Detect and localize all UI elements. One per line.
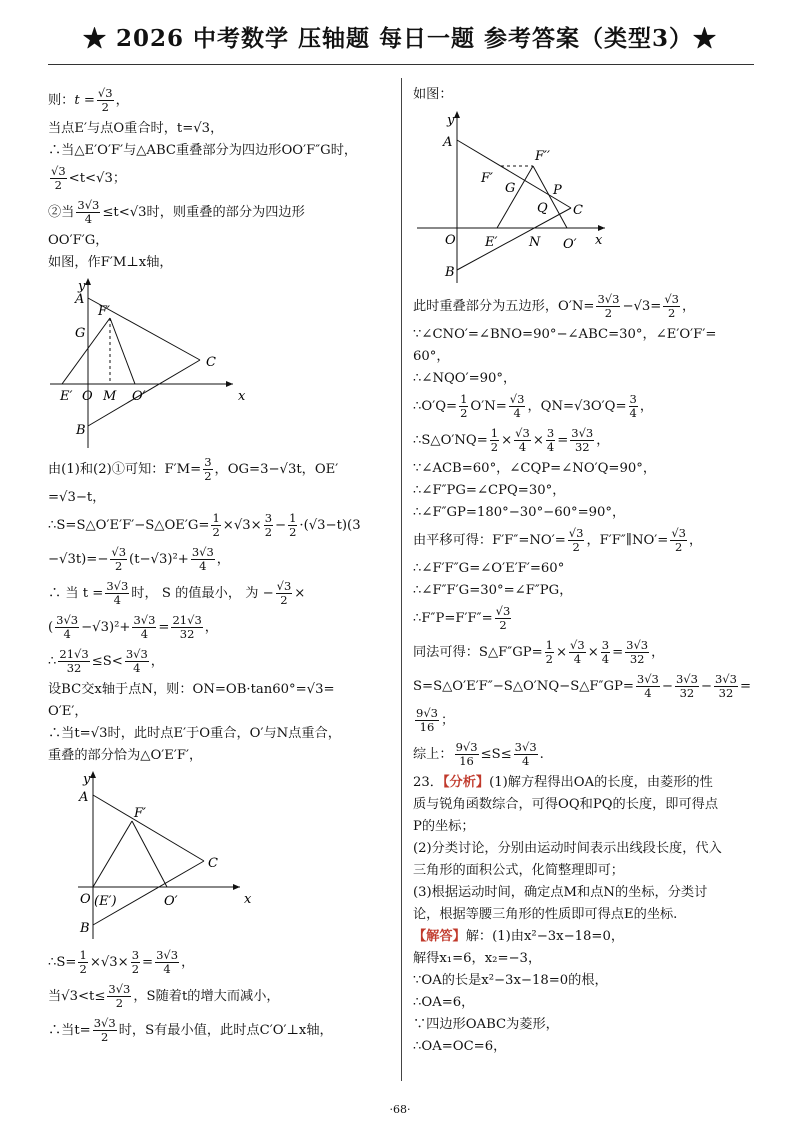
- line-r25: 【解答】解：(1)由x²−3x−18=0，: [413, 929, 625, 944]
- line-r20: P的坐标；: [413, 819, 475, 834]
- fig3-label-x: x: [595, 233, 603, 248]
- figure-2: [48, 769, 258, 944]
- line-l19: ∴S= $\frac{1}{2}$ ×√3× $\frac{3}{2}$ = $\frac{3√3}{4}$ ，: [48, 948, 195, 976]
- fig3-label-f1: F′: [481, 171, 493, 186]
- fig3-label-q: Q: [537, 201, 548, 216]
- line-l9: =√3−t，: [48, 490, 106, 505]
- fig3-label-p: P: [553, 183, 562, 198]
- line-l2: 当点E′与点O重合时，t=√3，: [48, 121, 224, 136]
- line-r1: 此时重叠部分为五边形，O′N= $\frac{3√3}{2}$ −√3= $\frac{√3}{2}$ ，: [413, 292, 696, 320]
- fig1-label-e1: E′: [60, 389, 73, 404]
- line-r7: ∵∠ACB=60°，∠CQP=∠NO′Q=90°，: [413, 461, 657, 476]
- fig2-label-o: O: [80, 892, 91, 907]
- fig1-label-y: y: [78, 279, 86, 294]
- fig2-label-b: B: [80, 921, 90, 936]
- fig3-label-n: N: [529, 235, 541, 250]
- line-r13: ∴F″P=F′F″= $\frac{√3}{2}$: [413, 604, 511, 632]
- fig2-label-c: C: [208, 856, 218, 871]
- line-l21: ∴当t= $\frac{3√3}{2}$ 时，S有最小值，此时点C′O′⊥x轴，: [48, 1016, 333, 1044]
- line-l1: 则：t = $\frac{√3}{2}$ ，: [48, 86, 129, 114]
- fig2-label-f1: F′: [134, 806, 146, 821]
- line-r8: ∴∠F″PG=∠CPQ=30°，: [413, 483, 566, 498]
- fig2-label-y: y: [83, 772, 91, 787]
- line-l8: 由(1)和(2)①可知：F′M= $\frac{3}{2}$ ，OG=3−√3t，OE′: [48, 455, 339, 483]
- line-l15: 设BC交x轴于点N，则：ON=OB·tan60°=√3=: [48, 682, 335, 697]
- left-column: [48, 84, 393, 1048]
- line-r30: ∴OA=OC=6，: [413, 1039, 507, 1054]
- fig1-label-x: x: [238, 389, 246, 404]
- line-r9: ∴∠F″GP=180°−30°−60°=90°，: [413, 505, 626, 520]
- fig3-label-f2: F′′: [535, 149, 550, 164]
- line-r24: 论，根据等腰三角形的性质即可得点E的坐标.: [413, 907, 678, 922]
- figure-3: [413, 108, 623, 288]
- line-l4: $\frac{√3}{2}$ <t<√3；: [51, 164, 127, 192]
- line-l20: 当√3<t≤ $\frac{3√3}{2}$ ，S随着t的增大而减小，: [48, 982, 280, 1010]
- fig1-label-c: C: [206, 355, 216, 370]
- right-column: [413, 84, 755, 1058]
- line-r4: ∴∠NQO′=90°，: [413, 371, 517, 386]
- fig1-label-a: A: [75, 292, 85, 307]
- line-r2: ∵∠CNO′=∠BNO=90°−∠ABC=30°，∠E′O′F′=: [413, 327, 717, 342]
- line-l17: ∴当t=√3时，此时点E′于O重合，O′与N点重合，: [48, 726, 341, 741]
- line-l14: ∴ $\frac{21√3}{32}$ ≤S< $\frac{3√3}{4}$ ，: [48, 647, 164, 675]
- line-r6: ∴S△O′NQ= $\frac{1}{2}$ × $\frac{√3}{4}$ × $\frac{3}{4}$ = $\frac{3√3}{32}$ ，: [413, 426, 610, 454]
- line-r29: ∵四边形OABC为菱形，: [413, 1017, 559, 1032]
- line-r11: ∴∠F′F″G=∠O′E′F′=60°: [413, 561, 565, 576]
- page-header: ★ 2026 中考数学 压轴题 每日一题 参考答案（类型3）★: [82, 25, 718, 52]
- line-l13: ( $\frac{3√3}{4}$ −√3)²+ $\frac{3√3}{4}$ = $\frac{21√3}{32}$ ，: [48, 613, 218, 641]
- fig3-label-y: y: [447, 113, 455, 128]
- line-r10: 由平移可得：F′F″=NO′= $\frac{√3}{2}$ ，F′F″∥NO′= $\frac{√3}{2}$ ，: [413, 526, 703, 554]
- line-r17: 综上： $\frac{9√3}{16}$ ≤S≤ $\frac{3√3}{4}$ .: [413, 740, 544, 768]
- page-number: ·68·: [389, 1103, 411, 1116]
- line-r26: 解得x₁=6，x₂=−3，: [413, 951, 542, 966]
- fig1-label-m: M: [103, 389, 117, 404]
- line-l6: OO′F′G，: [48, 233, 109, 248]
- fig1-label-o1: O′: [132, 389, 146, 404]
- fig2-label-a: A: [79, 790, 89, 805]
- fig3-label-b: B: [445, 265, 455, 280]
- line-r23: (3)根据运动时间，确定点M和点N的坐标，分类讨: [413, 885, 708, 900]
- line-l7: 如图，作F′M⊥x轴，: [48, 255, 173, 270]
- fig3-label-g: G: [505, 181, 516, 196]
- fig1-label-g: G: [75, 326, 86, 341]
- answer-tag: 【解答】: [413, 929, 466, 944]
- line-r28: ∴OA=6，: [413, 995, 475, 1010]
- fig1-label-f1: F′: [98, 304, 110, 319]
- line-l18: 重叠的部分恰为△O′E′F′，: [48, 748, 203, 763]
- line-r21: (2)分类讨论，分别由运动时间表示出线段长度，代入: [413, 841, 722, 856]
- header-rule: [48, 64, 754, 65]
- fig2-label-o1: O′: [164, 894, 178, 909]
- line-r19: 质与锐角函数综合，可得OQ和PQ的长度，即可得点: [413, 797, 719, 812]
- line-l12: ∴ 当 t = $\frac{3√3}{4}$ 时， S 的值最小， 为 − $\frac{√3}{2}$ ×: [48, 579, 306, 607]
- line-r27: ∵OA的长是x²−3x−18=0的根，: [413, 973, 608, 988]
- line-r18: 23．【分析】(1)解方程得出OA的长度，由菱形的性: [413, 775, 713, 790]
- line-l16: O′E′，: [48, 704, 88, 719]
- fig2-label-oe: (E′): [94, 894, 117, 909]
- figure-1: [48, 276, 258, 451]
- line-l5: ②当 $\frac{3√3}{4}$ ≤t<√3时，则重叠的部分为四边形: [48, 198, 305, 226]
- line-r12: ∴∠F″F′G=30°=∠F″PG，: [413, 583, 573, 598]
- fig2-label-x: x: [244, 892, 252, 907]
- column-divider: [401, 78, 402, 1081]
- line-l11: −√3t)=− $\frac{√3}{2}$ (t−√3)²+ $\frac{3√3}{4}$ ，: [48, 545, 230, 573]
- fig3-label-a: A: [443, 135, 453, 150]
- line-r22: 三角形的面积公式，化简整理即可；: [413, 863, 624, 878]
- fig3-label-o1: O′: [563, 237, 577, 252]
- fig3-label-c: C: [573, 203, 583, 218]
- line-r14: 同法可得：S△F″GP= $\frac{1}{2}$ × $\frac{√3}{4}$ × $\frac{3}{4}$ = $\frac{3√3}{32}$ ，: [413, 638, 665, 666]
- line-r16: $\frac{9√3}{16}$ ；: [416, 706, 455, 734]
- line-r5: ∴O′Q= $\frac{1}{2}$ O′N= $\frac{√3}{4}$ ，QN=√3O′Q= $\frac{3}{4}$ ，: [413, 392, 654, 420]
- line-l3: ∴当△E′O′F′与△ABC重叠部分为四边形OO′F″G时，: [48, 143, 358, 158]
- fig1-label-o: O: [82, 389, 93, 404]
- fig1-label-b: B: [76, 423, 86, 438]
- fig3-label-e1: E′: [485, 235, 498, 250]
- line-r0: 如图：: [413, 87, 453, 102]
- analysis-tag: 【分析】: [442, 775, 490, 790]
- fig3-label-o: O: [445, 233, 456, 248]
- line-r15: S=S△O′E′F″−S△O′NQ−S△F″GP= $\frac{3√3}{4}$ − $\frac{3√3}{32}$ − $\frac{3√3}{32}$ =: [413, 672, 751, 700]
- line-l10: ∴S=S△O′E′F′−S△OE′G= $\frac{1}{2}$ ×√3× $\frac{3}{2}$ − $\frac{1}{2}$ ·(√3−t)(3: [48, 511, 361, 539]
- line-r3: 60°，: [413, 349, 450, 364]
